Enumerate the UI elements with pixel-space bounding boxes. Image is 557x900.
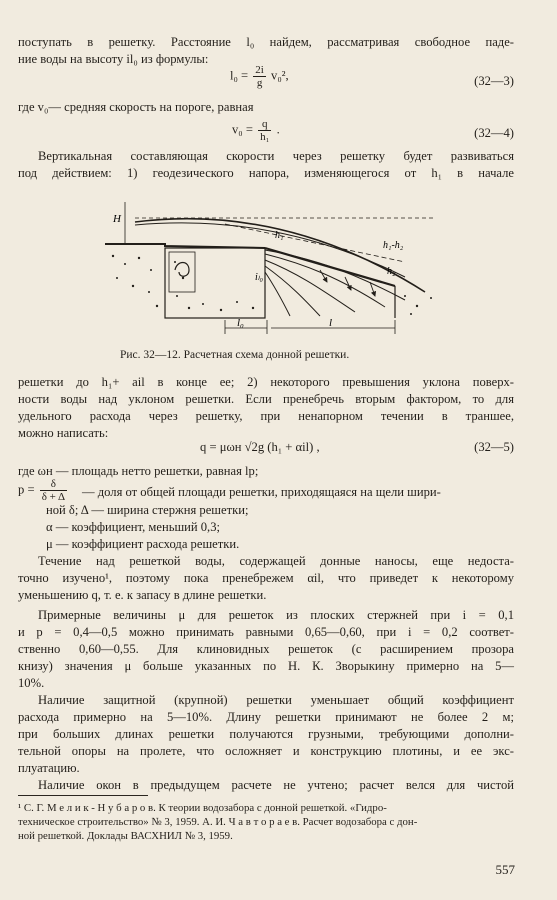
energy-line [225, 224, 405, 262]
eq-lhs: p = [18, 482, 35, 497]
text-line: Наличие окон в предыдущем расчете не учтено; расчет велся для чистой [38, 778, 514, 792]
trench [165, 248, 265, 318]
footnote-rule [18, 795, 148, 796]
figure-label: l [329, 317, 333, 329]
figure-label: l₀ [237, 317, 244, 329]
figure-label: iₗ₀ [255, 272, 263, 283]
text-line: ной δ; Δ — ширина стержня решетки; [46, 503, 249, 517]
text-line: решетки до h₁+ ail в конце ее; 2) некоторого превышения уклона поверх- [18, 375, 514, 389]
text-line: где v₀— средняя скорость на пороге, равная [18, 100, 254, 114]
equation-32-4 [232, 118, 280, 143]
eq-numerator: q [258, 118, 271, 131]
eq-lhs: v₀ = [232, 122, 253, 137]
text-line: Вертикальная составляющая скорости через решетку будет развиваться [38, 149, 514, 163]
eq-fraction [258, 118, 271, 143]
figure-label: h₂ [387, 266, 396, 277]
eq-rhs: . [276, 122, 280, 137]
equation-number: (32—4) [474, 126, 514, 140]
figure-label: h₁-h₂ [383, 240, 404, 251]
text-line: α — коэффициент, меньший 0,3; [46, 520, 221, 534]
text-line: Наличие защитной (крупной) решетки уменьшает общий коэффициент [38, 693, 514, 707]
footnote-line: ной решеткой. Доклады ВАСХНИЛ № 3, 1959. [18, 830, 233, 842]
bottom-intake-diagram [105, 182, 445, 342]
text-line: можно написать: [18, 426, 109, 440]
text-line: при больших длинах решетки получаются грузными, требующими дополни- [18, 727, 514, 741]
equation-32-5: q = μωн √2g (h₁ + αil) , [200, 440, 320, 454]
eq-numerator: δ [40, 478, 67, 491]
text-line: μ — коэффициент расхода решетки. [46, 537, 240, 551]
page-number: 557 [495, 862, 515, 877]
eq-lhs: l₀ = [230, 68, 249, 83]
eq-denominator: g [256, 77, 263, 89]
footnote-line: ¹ С. Г. М е л и к - Н у б а р о в. К теории водозабора с донной решеткой. «Гидро- [18, 802, 387, 814]
figure-label: H [113, 213, 121, 225]
equation-number: (32—3) [474, 74, 514, 88]
text-line: Течение над решеткой воды, содержащей донные наносы, еще недоста- [38, 554, 514, 568]
equation-32-3 [230, 64, 289, 89]
text-line: ственно 0,60—0,55. Для клиновидных решеток (с расширением прозора [18, 642, 514, 656]
eq-denominator: δ + Δ [41, 491, 66, 503]
figure-caption: Рис. 32—12. Расчетная схема донной решетки. [120, 349, 350, 361]
text-line: удельного расхода через решетку, при ненапорном течении в траншее, [18, 409, 514, 423]
vortex-icon [175, 263, 189, 277]
text-line: плуатацию. [18, 761, 80, 775]
text-line: поступать в решетку. Расстояние l₀ найдем, рассматривая свободное паде- [18, 35, 514, 49]
text-line: Примерные величины μ для решеток из плоских стержней при i = 0,1 [38, 608, 514, 622]
figure-label: h₁ [275, 230, 284, 241]
p-definition [18, 478, 69, 503]
text-line: ние воды на высоту il₀ из формулы: [18, 52, 209, 66]
footnote-line: техническое строительство» № 3, 1959. А. И. Ч а в т о р а е в. Расчет водозабора с дон- [18, 816, 418, 828]
text-line: и p = 0,4—0,5 можно принимать равными 0,65—0,60, при i = 0,2 соответ- [18, 625, 514, 639]
eq-denominator: h₁ [260, 131, 270, 143]
sill-line [105, 244, 265, 248]
eq-rhs: v₀², [271, 68, 289, 83]
eq-fraction [40, 478, 67, 503]
equation-number: (32—5) [474, 440, 514, 454]
text-line: расхода примерно на 5—10%. Длину решетки принимают не более 2 м; [18, 710, 514, 724]
text-line: где ωн — площадь нетто решетки, равная lp; [18, 464, 259, 478]
text-line: точно изучено¹, поэтому пока пренебрежем αil, что приведет к некоторому [18, 571, 514, 585]
text-line: уменьшению q, т. е. к запасу в длине решетки. [18, 588, 267, 602]
eq-fraction [253, 64, 266, 89]
eq-numerator: 2i [255, 64, 264, 76]
text-line: книзу) значения μ больше указанных по Н. К. Зворыкину примерно на 5— [18, 659, 514, 673]
text-line: тельной опоры на пролете, что осложняет и конструкцию плотины, и ее экс- [18, 744, 514, 758]
text-line: — доля от общей площади решетки, приходящаяся на щели шири- [82, 485, 441, 499]
text-line: под действием: 1) геодезического напора, изменяющегося от h₁ в начале [18, 166, 514, 180]
text-line: 10%. [18, 676, 45, 690]
text-line: ности воды над уклоном решетки. Если пренебречь вторым фактором, то для [18, 392, 514, 406]
